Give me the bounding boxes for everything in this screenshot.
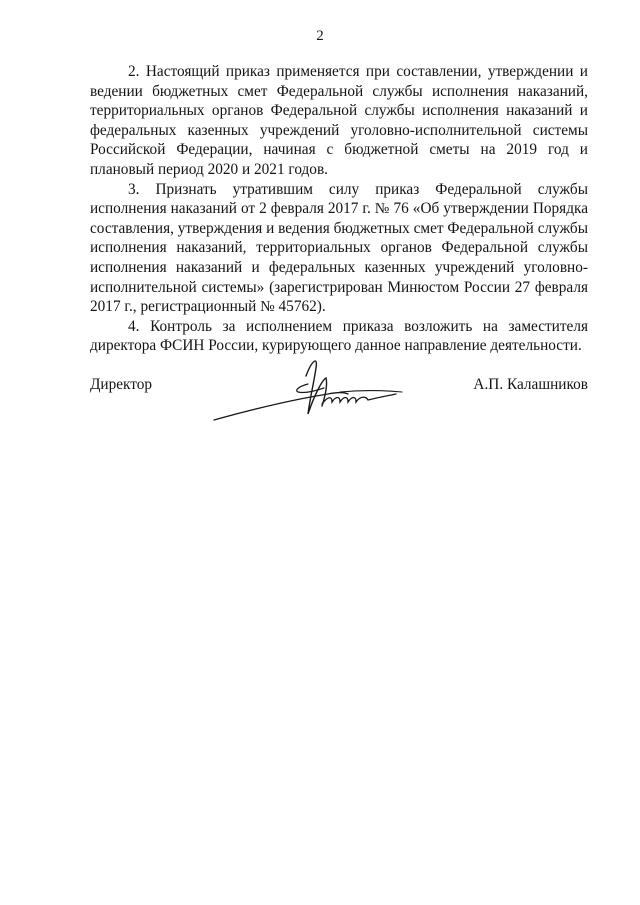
signature-block: [90, 372, 588, 432]
handwritten-signature-mark: [210, 356, 410, 426]
signatory-name: А.П. Калашников: [473, 376, 588, 393]
page-number: 2: [316, 28, 324, 44]
paragraph-4: 4. Контроль за исполнением приказа возложить на заместителя директора ФСИН России, курирующего данное направление деятельности.: [90, 317, 588, 355]
paragraph-3: 3. Признать утратившим силу приказ Федеральной службы исполнения наказаний от 2 февраля 2017 г. № 76 «Об утверждении Порядка составления, утверждения и ведения бюджетных смет Федеральной службы исполнения наказаний, территориальных органов Федеральной службы исполнения наказаний и федеральных казенных учреждений уголовно-исполнительной системы» (зарегистрирован Минюстом России 27 февраля 2017 г., регистрационный № 45762).: [90, 180, 588, 316]
paragraph-2: 2. Настоящий приказ применяется при составлении, утверждении и ведении бюджетных смет Федеральной службы исполнения наказаний, территориальных органов Федеральной службы исполнения наказаний и федеральных казенных учреждений уголовно-исполнительной системы Российской Федерации, начиная с бюджетной сметы на 2019 год и плановый период 2020 и 2021 годов.: [90, 63, 588, 178]
signatory-title: Директор: [90, 376, 153, 393]
document-body: [90, 62, 588, 356]
